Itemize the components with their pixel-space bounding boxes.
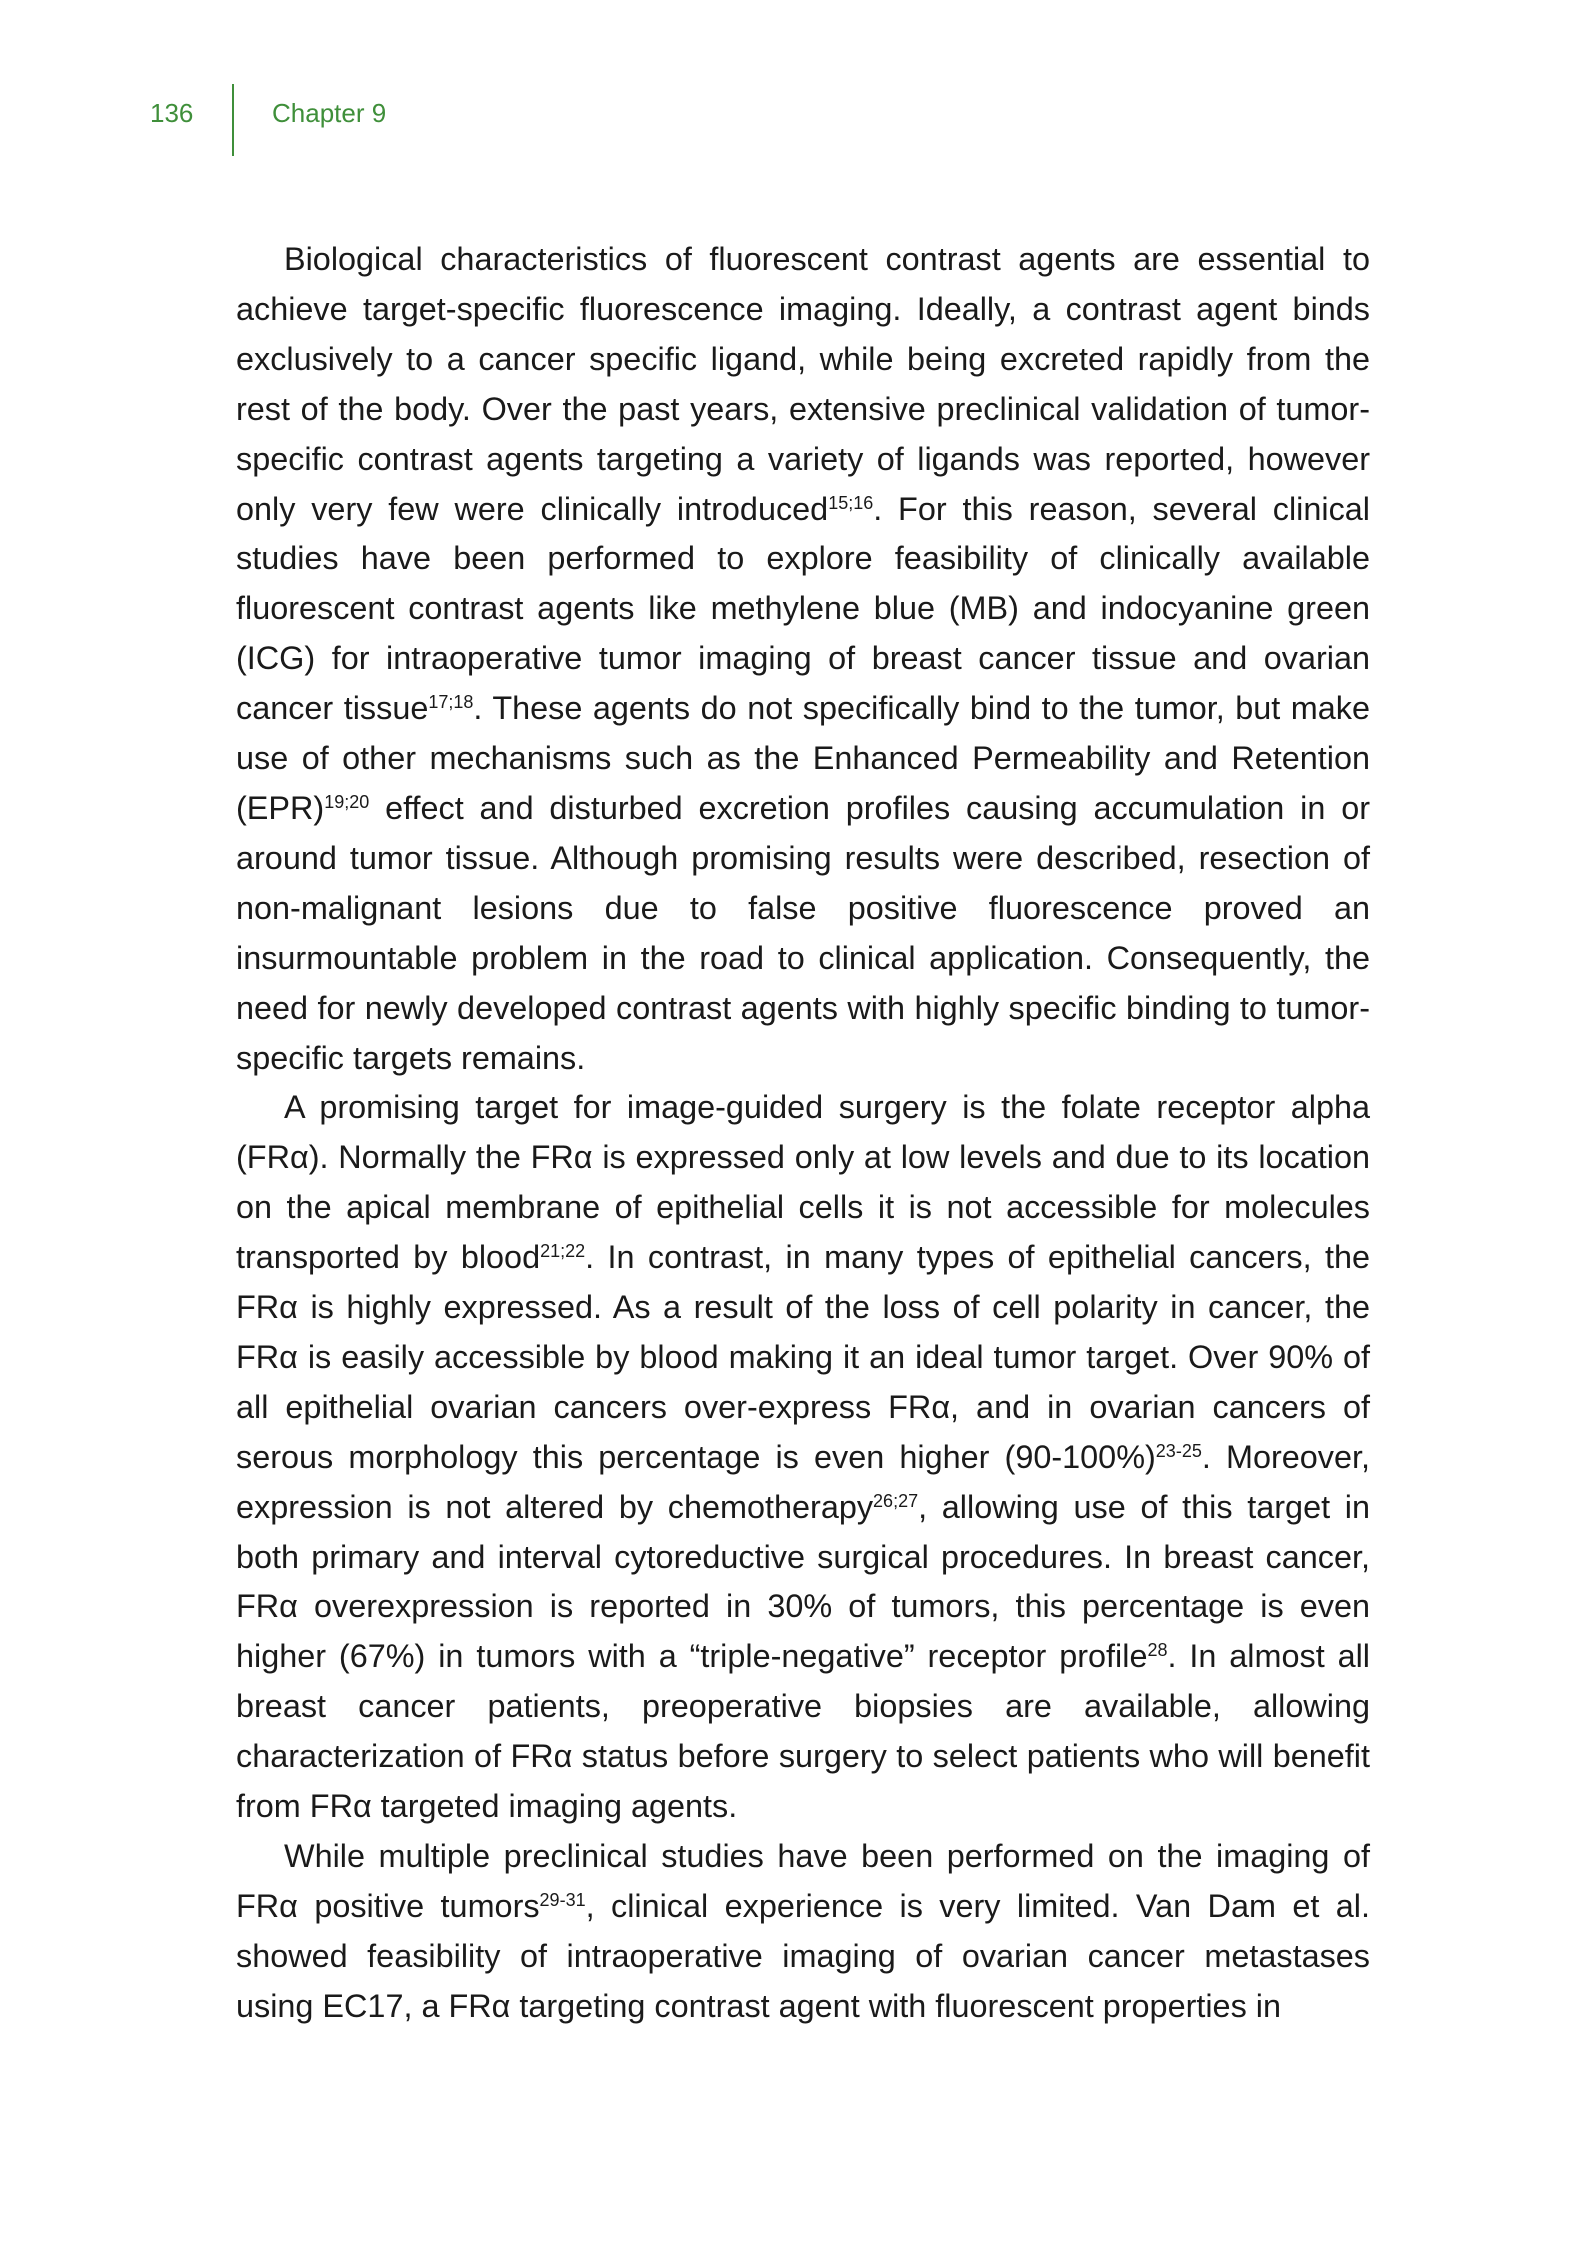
text-run: . For this reason, several clinical studies have been performed to explore feasibility of clinically available fluorescent contrast agents like methylene blue (MB) and indocyanine green (ICG) for intraoperative tumor imaging of breast cancer tissue and ovarian cancer tissue <box>236 490 1370 727</box>
citation-superscript: 26;27 <box>873 1490 919 1511</box>
paragraph <box>236 1083 1370 1832</box>
text-run: . Moreover, expression is not altered by chemotherapy <box>236 1438 1370 1525</box>
citation-superscript: 28 <box>1147 1640 1168 1661</box>
text-run: . In contrast, in many types of epithelial cancers, the FRα is highly expressed. As a result of the loss of cell polarity in cancer, the FRα is easily accessible by blood making it an ideal tumor target. Over 90% of all epithelial ovarian cancers over-express FRα, and in ovarian cancers of serous morphology this percentage is even higher (90-100%) <box>236 1239 1370 1475</box>
citation-superscript: 23-25 <box>1155 1440 1202 1461</box>
body-text <box>236 235 1370 2032</box>
citation-superscript: 15;16 <box>828 492 874 513</box>
text-run: effect and disturbed excretion profiles causing accumulation in or around tumor tissue. Although promising results were described, resection of non-malignant lesions due to false positive fluorescence proved an insurmountable problem in the road to clinical application. Consequently, the need for newly developed contrast agents with highly specific binding to tumor-specific targets remains. <box>236 789 1370 1076</box>
header-divider <box>232 84 234 156</box>
text-run: Biological characteristics of fluorescent contrast agents are essential to achieve target-specific fluorescence imaging. Ideally, a contrast agent binds exclusively to a cancer specific ligand, while being excreted rapidly from the rest of the body. Over the past years, extensive preclinical validation of tumor-specific contrast agents targeting a variety of ligands was reported, however only very few were clinically introduced <box>236 241 1370 527</box>
citation-superscript: 21;22 <box>540 1240 586 1261</box>
citation-superscript: 29-31 <box>539 1889 586 1910</box>
text-run: A promising target for image-guided surgery is the folate receptor alpha (FRα). Normally the FRα is expressed only at low levels and due to its location on the apical membrane of epithelial cells it is not accessible for molecules transported by blood <box>236 1089 1370 1276</box>
page-number: 136 <box>150 98 194 128</box>
citation-superscript: 17;18 <box>428 692 474 712</box>
text-run: . These agents do not specifically bind to the tumor, but make use of other mechanisms such as the Enhanced Permeability and Retention (EPR) <box>236 690 1370 826</box>
citation-superscript: 19;20 <box>324 791 370 812</box>
text-run: , clinical experience is very limited. Van Dam et al. showed feasibility of intraoperative imaging of ovarian cancer metastases using EC17, a FRα targeting contrast agent with fluorescent properties in <box>236 1887 1370 2024</box>
text-run: , allowing use of this target in both primary and interval cytoreductive surgical procedures. In breast cancer, FRα overexpression is reported in 30% of tumors, this percentage is even higher (67%) in tumors with a “triple-negative” receptor profile <box>236 1488 1370 1675</box>
paragraph <box>236 235 1370 1083</box>
text-run: . In almost all breast cancer patients, preoperative biopsies are available, allowing characterization of FRα status before surgery to select patients who will benefit from FRα targeted imaging agents. <box>236 1638 1370 1825</box>
text-run: While multiple preclinical studies have been performed on the imaging of FRα positive tumors <box>236 1838 1370 1924</box>
chapter-label: Chapter 9 <box>272 98 387 128</box>
page-header <box>0 84 1593 164</box>
paragraph <box>236 1832 1370 2032</box>
